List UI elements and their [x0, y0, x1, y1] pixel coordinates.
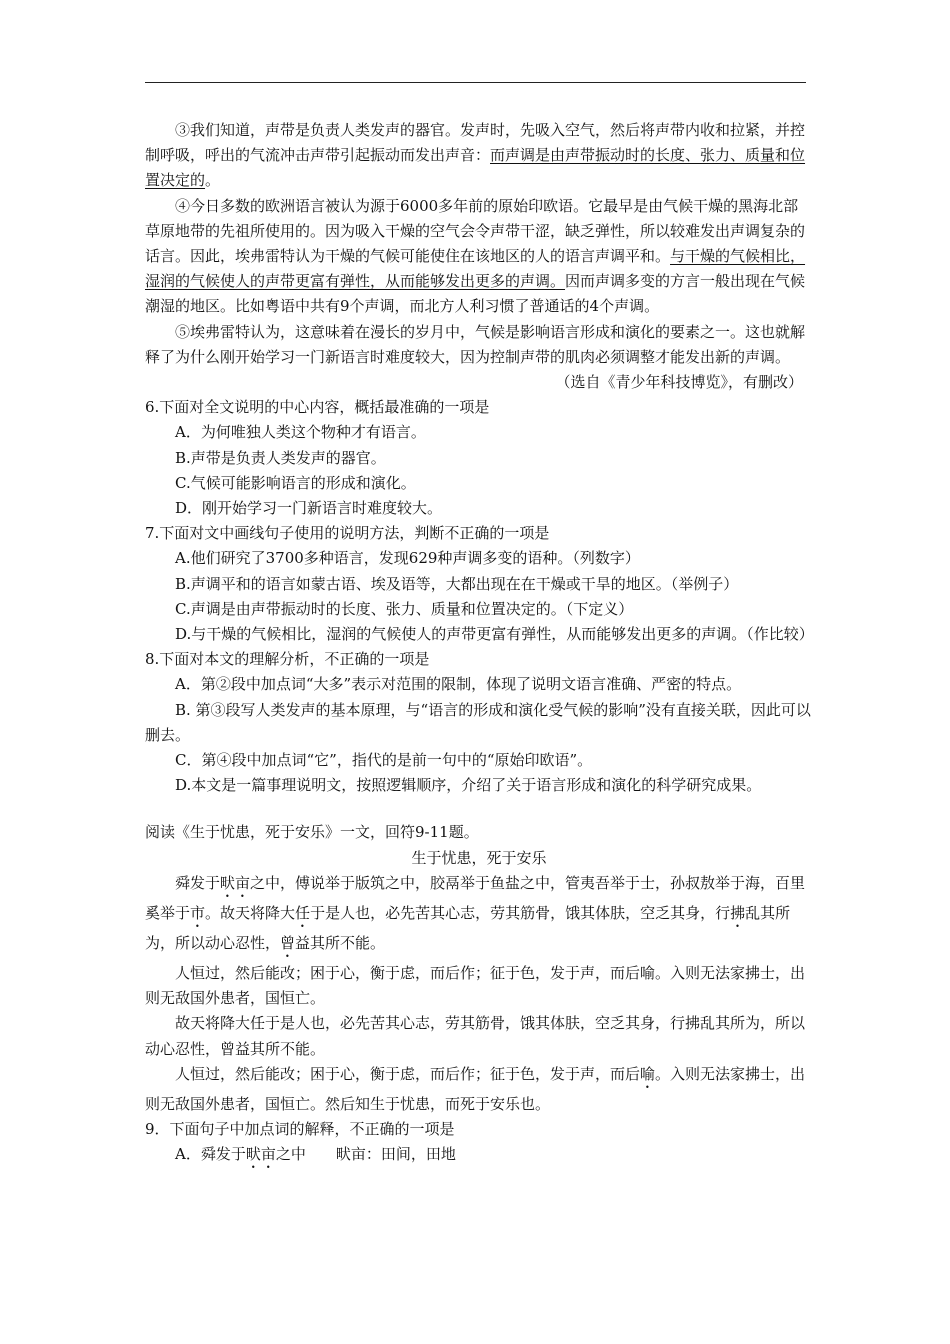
passage-paragraph-4 — [145, 1062, 813, 1117]
question-6-stem: 6.下面对全文说明的中心内容，概括最准确的一项是 — [145, 398, 490, 417]
section-gap — [145, 798, 813, 820]
dotted-word: 拂 — [730, 903, 746, 922]
dotted-word: 喻 — [640, 1064, 656, 1083]
dotted-word: 市 — [190, 903, 206, 922]
paragraph-3 — [145, 118, 813, 194]
question-6-option-b: B.声带是负责人类发声的器官。 — [175, 448, 386, 467]
reading-intro: 阅读《生于忧患，死于安乐》一文，回符9-11题。 — [145, 823, 479, 842]
dotted-word: 曾 — [280, 933, 296, 952]
question-7-option-a: A.他们研究了3700多种语言，发现629种声调多变的语种。（列数字） — [175, 549, 640, 568]
question-7-option-b: B.声调平和的语言如蒙古语、埃及语等，大都出现在在干燥或干旱的地区。（举例子） — [175, 574, 739, 593]
passage-title: 生于忧患，死于安乐 — [411, 848, 547, 867]
paragraph-3-end: 。 — [205, 171, 221, 190]
paragraph-4 — [145, 194, 813, 320]
question-8-option-b: B. 第③段写人类发声的基本原理，与“语言的形成和演化受气候的影响”没有直接关联，因此可以删去。 — [145, 700, 811, 744]
question-6-option-d: D．刚开始学习一门新语言时难度较大。 — [175, 499, 443, 518]
dotted-word: 畎亩 — [220, 873, 251, 892]
question-9-option-a — [145, 1142, 813, 1172]
dotted-word: 畎亩 — [245, 1145, 276, 1164]
passage-text: 益其所不能。 — [295, 933, 386, 952]
question-7-option-c: C.声调是由声带振动时的长度、张力、质量和位置决定的。（下定义） — [175, 599, 634, 618]
question-7-stem: 7.下面对文中画线句子使用的说明方法，判断不正确的一项是 — [145, 524, 550, 543]
question-6-option-c: C.气候可能影响语言的形成和演化。 — [175, 473, 416, 492]
passage-text: 于是人也，必先苦其心志，劳其筋骨，饿其体肤，空乏其身，行 — [310, 903, 731, 922]
passage-text: 。故天将降大 — [205, 903, 296, 922]
paragraph-5: ⑤埃弗雷特认为，这意味着在漫长的岁月中，气候是影响语言形成和演化的要素之一。这也就解释了为什么刚开始学习一门新语言时难度较大，因为控制声带的肌肉必须调整才能发出新的声调。 — [145, 322, 806, 366]
paragraph-3-text: ③我们知道，声带是负责人类发声的器官。发声时，先吸入空气，然后将声带内收和拉紧，并控制呼吸，呼出的气流冲击声带引起振动而发出声音： — [145, 121, 806, 165]
option-explanation: 畎亩：田间，田地 — [335, 1145, 456, 1164]
underlined-sentence-1: 而声调是由声带振动时的长度、张力、质量和位置决定的 — [145, 146, 806, 190]
passage-text: 人恒过，然后能改；困于心，衡于虑，而后作；征于色，发于声，而后 — [175, 1064, 641, 1083]
underlined-sentence-2: 与干燥的气候相比，湿润的气候使人的声带更富有弹性，从而能够发出更多的声调。 — [145, 247, 806, 291]
question-8-option-d: D.本文是一篇事理说明文，按照逻辑顺序，介绍了关于语言形成和演化的科学研究成果。 — [175, 776, 762, 795]
question-8-option-a: A．第②段中加点词“大多”表示对范围的限制，体现了说明文语言准确、严密的特点。 — [175, 675, 742, 694]
passage-text: 舜发于 — [175, 873, 221, 892]
passage-text: 。入则无法家拂士，出则无敌国外患者，国恒亡。然后知生于忧患，而死于安乐也。 — [145, 1064, 806, 1113]
passage-text: 乱其所为，所以动心忍性， — [145, 903, 791, 952]
option-text: 之中 — [275, 1145, 306, 1164]
option-text: A．舜发于 — [175, 1145, 246, 1164]
passage-paragraph-1 — [145, 871, 813, 961]
source-note: （选自《青少年科技博览》，有删改） — [555, 373, 803, 392]
question-9-stem: 9．下面句子中加点词的解释，不正确的一项是 — [145, 1119, 455, 1138]
header-rule — [145, 82, 806, 83]
passage-text: 之中，傅说举于版筑之中，胶鬲举于鱼盐之中，管夷吾举于士，孙叔敖举于海，百里奚举于 — [145, 873, 806, 922]
dotted-word: 任 — [295, 903, 311, 922]
passage-paragraph-3: 故天将降大任于是人也，必先苦其心志，劳其筋骨，饿其体肤，空乏其身，行拂乱其所为，所以动心忍性，曾益其所不能。 — [145, 1014, 806, 1058]
passage-paragraph-2: 人恒过，然后能改；困于心，衡于虑，而后作；征于色，发于声，而后喻。入则无法家拂士，出则无敌国外患者，国恒亡。 — [145, 963, 806, 1008]
question-8-option-c: C．第④段中加点词“它”，指代的是前一句中的“原始印欧语”。 — [175, 751, 593, 770]
paragraph-4-end: 因而声调多变的方言一般出现在气候潮湿的地区。比如粤语中共有9个声调，而北方人利习惯了普通话的4个声调。 — [145, 272, 806, 316]
question-8-stem: 8.下面对本文的理解分析，不正确的一项是 — [145, 650, 430, 669]
paragraph-4-text: ④今日多数的欧洲语言被认为源于6000多年前的原始印欧语。它最早是由气候干燥的黑海北部草原地带的先祖所使用的。因为吸入干燥的空气会令声带干涩，缺乏弹性，所以较难发出声调复杂的话言。因此，埃弗雷特认为干燥的气候可能使住在该地区的人的语言声调平和。 — [145, 196, 806, 266]
document-body — [145, 118, 813, 1172]
question-7-option-d: D.与干燥的气候相比，湿润的气候使人的声带更富有弹性，从而能够发出更多的声调。（作比较） — [175, 625, 814, 644]
question-6-option-a: A．为何唯独人类这个物种才有语言。 — [175, 423, 426, 442]
